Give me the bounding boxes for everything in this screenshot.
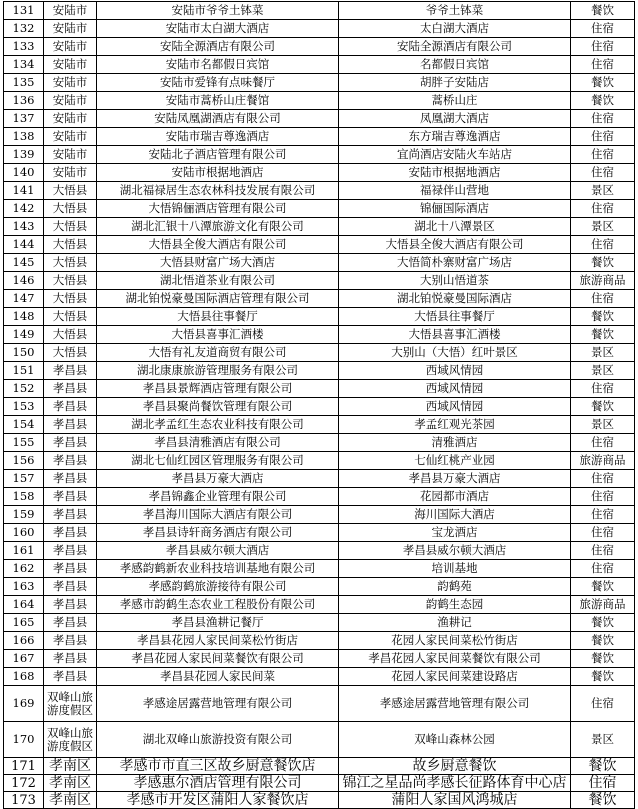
district: 孝昌县	[44, 614, 97, 632]
district: 孝昌县	[44, 596, 97, 614]
company-name: 孝昌县清雅酒店有限公司	[97, 434, 339, 452]
company-name: 大悟锦俪酒店管理有限公司	[97, 200, 339, 218]
district: 孝昌县	[44, 560, 97, 578]
site-name: 大悟县往事餐厅	[339, 308, 571, 326]
row-number: 147	[4, 290, 44, 308]
row-number: 167	[4, 650, 44, 668]
category: 餐饮	[571, 254, 635, 272]
company-name: 孝感市市直三区故乡厨意餐饮店	[97, 758, 339, 775]
row-number: 151	[4, 362, 44, 380]
table-row	[4, 650, 635, 668]
table-row	[4, 254, 635, 272]
category: 餐饮	[571, 308, 635, 326]
row-number: 140	[4, 164, 44, 182]
district: 孝昌县	[44, 668, 97, 686]
category: 餐饮	[571, 398, 635, 416]
site-name: 孝感途居露营地管理有限公司	[339, 686, 571, 722]
category: 景区	[571, 416, 635, 434]
category: 住宿	[571, 434, 635, 452]
category: 餐饮	[571, 326, 635, 344]
category: 住宿	[571, 38, 635, 56]
site-name: 故乡厨意餐饮	[339, 758, 571, 775]
row-number: 134	[4, 56, 44, 74]
district: 孝南区	[44, 775, 97, 792]
district: 孝昌县	[44, 416, 97, 434]
row-number: 137	[4, 110, 44, 128]
row-number: 148	[4, 308, 44, 326]
district: 孝昌县	[44, 470, 97, 488]
table-row	[4, 632, 635, 650]
company-name: 大悟县财富广场大酒店	[97, 254, 339, 272]
company-name: 孝昌海川国际大酒店有限公司	[97, 506, 339, 524]
district: 安陆市	[44, 74, 97, 92]
category: 住宿	[571, 146, 635, 164]
row-number: 157	[4, 470, 44, 488]
category: 住宿	[571, 380, 635, 398]
table-row	[4, 560, 635, 578]
district: 孝昌县	[44, 380, 97, 398]
row-number: 158	[4, 488, 44, 506]
table-row	[4, 686, 635, 722]
row-number: 164	[4, 596, 44, 614]
company-name: 孝感韵鹤新农业科技培训基地有限公司	[97, 560, 339, 578]
row-number: 135	[4, 74, 44, 92]
row-number: 149	[4, 326, 44, 344]
table-row	[4, 218, 635, 236]
company-name: 孝昌县万豪大酒店	[97, 470, 339, 488]
district: 安陆市	[44, 2, 97, 20]
company-name: 湖北孝孟红生态农业科技有限公司	[97, 416, 339, 434]
row-number: 165	[4, 614, 44, 632]
site-name: 大悟县全俊大酒店有限公司	[339, 236, 571, 254]
district: 孝昌县	[44, 632, 97, 650]
site-name: 大别山悟道茶	[339, 272, 571, 290]
district: 孝昌县	[44, 506, 97, 524]
table-row	[4, 200, 635, 218]
company-name: 湖北铂悦豪曼国际酒店管理有限公司	[97, 290, 339, 308]
company-name: 湖北福禄居生态农林科技发展有限公司	[97, 182, 339, 200]
site-name: 花园人家民间菜建设路店	[339, 668, 571, 686]
table-row	[4, 398, 635, 416]
category: 住宿	[571, 775, 635, 792]
site-name: 福禄伴山营地	[339, 182, 571, 200]
row-number: 171	[4, 758, 44, 775]
company-name: 大悟县往事餐厅	[97, 308, 339, 326]
table-row	[4, 524, 635, 542]
row-number: 132	[4, 20, 44, 38]
row-number: 168	[4, 668, 44, 686]
site-name: 韵鹤生态园	[339, 596, 571, 614]
district: 大悟县	[44, 308, 97, 326]
district: 安陆市	[44, 110, 97, 128]
site-name: 太白湖大酒店	[339, 20, 571, 38]
table-row	[4, 470, 635, 488]
table-row	[4, 380, 635, 398]
table-row	[4, 128, 635, 146]
table-row	[4, 236, 635, 254]
category: 住宿	[571, 506, 635, 524]
row-number: 142	[4, 200, 44, 218]
company-name: 孝昌花园人家民间菜餐饮有限公司	[97, 650, 339, 668]
table-row	[4, 434, 635, 452]
company-name: 安陆市瑞吉尊逸酒店	[97, 128, 339, 146]
category: 住宿	[571, 470, 635, 488]
table-row	[4, 20, 635, 38]
table-row	[4, 74, 635, 92]
site-name: 孝昌花园人家民间菜餐饮有限公司	[339, 650, 571, 668]
category: 餐饮	[571, 74, 635, 92]
district: 大悟县	[44, 218, 97, 236]
category: 景区	[571, 722, 635, 758]
site-name: 花园都市酒店	[339, 488, 571, 506]
table-row	[4, 758, 635, 775]
row-number: 173	[4, 792, 44, 809]
table-row	[4, 578, 635, 596]
site-name: 清雅酒店	[339, 434, 571, 452]
site-name: 爷爷土钵菜	[339, 2, 571, 20]
row-number: 172	[4, 775, 44, 792]
site-name: 蒲阳人家国风鸿城店	[339, 792, 571, 809]
company-name: 孝昌县花园人家民间菜	[97, 668, 339, 686]
category: 住宿	[571, 200, 635, 218]
district: 安陆市	[44, 146, 97, 164]
site-name: 蒿桥山庄	[339, 92, 571, 110]
table-row	[4, 164, 635, 182]
site-name: 孝昌县万豪大酒店	[339, 470, 571, 488]
company-name: 大悟县全俊大酒店有限公司	[97, 236, 339, 254]
site-name: 海川国际大酒店	[339, 506, 571, 524]
district: 安陆市	[44, 38, 97, 56]
district: 大悟县	[44, 290, 97, 308]
district: 安陆市	[44, 128, 97, 146]
category: 住宿	[571, 542, 635, 560]
company-name: 湖北七仙红园区管理服务有限公司	[97, 452, 339, 470]
company-name: 孝感市韵鹤生态农业工程股份有限公司	[97, 596, 339, 614]
company-name: 安陆市蒿桥山庄餐馆	[97, 92, 339, 110]
category: 景区	[571, 182, 635, 200]
table-row	[4, 722, 635, 758]
company-name: 湖北汇银十八潭旅游文化有限公司	[97, 218, 339, 236]
category: 住宿	[571, 20, 635, 38]
site-name: 胡胖子安陆店	[339, 74, 571, 92]
row-number: 144	[4, 236, 44, 254]
site-name: 孝昌县威尔顿大酒店	[339, 542, 571, 560]
company-name: 安陆北子酒店管理有限公司	[97, 146, 339, 164]
category: 餐饮	[571, 614, 635, 632]
row-number: 169	[4, 686, 44, 722]
table-row	[4, 506, 635, 524]
table-row	[4, 2, 635, 20]
company-name: 安陆全源酒店有限公司	[97, 38, 339, 56]
company-name: 大悟有礼友道商贸有限公司	[97, 344, 339, 362]
district: 孝昌县	[44, 578, 97, 596]
category: 餐饮	[571, 650, 635, 668]
district: 孝昌县	[44, 452, 97, 470]
site-name: 西域风情园	[339, 362, 571, 380]
category: 住宿	[571, 56, 635, 74]
district: 孝昌县	[44, 488, 97, 506]
company-name: 孝昌县聚尚餐饮管理有限公司	[97, 398, 339, 416]
category: 住宿	[571, 524, 635, 542]
district: 孝昌县	[44, 542, 97, 560]
category: 景区	[571, 344, 635, 362]
table-row	[4, 308, 635, 326]
table-row	[4, 38, 635, 56]
table-row	[4, 146, 635, 164]
company-name: 大悟县喜事汇酒楼	[97, 326, 339, 344]
district: 孝昌县	[44, 524, 97, 542]
company-name: 孝昌县景辉酒店管理有限公司	[97, 380, 339, 398]
company-name: 湖北双峰山旅游投资有限公司	[97, 722, 339, 758]
company-name: 安陆凤凰湖酒店有限公司	[97, 110, 339, 128]
company-name: 湖北康康旅游管理服务有限公司	[97, 362, 339, 380]
row-number: 163	[4, 578, 44, 596]
row-number: 156	[4, 452, 44, 470]
district: 安陆市	[44, 164, 97, 182]
category: 旅游商品	[571, 596, 635, 614]
district: 孝南区	[44, 792, 97, 809]
row-number: 143	[4, 218, 44, 236]
company-name: 孝昌县渔耕记餐厅	[97, 614, 339, 632]
district: 孝昌县	[44, 362, 97, 380]
site-name: 西域风情园	[339, 398, 571, 416]
category: 住宿	[571, 236, 635, 254]
row-number: 145	[4, 254, 44, 272]
category: 旅游商品	[571, 452, 635, 470]
row-number: 159	[4, 506, 44, 524]
table-row	[4, 110, 635, 128]
row-number: 166	[4, 632, 44, 650]
category: 景区	[571, 362, 635, 380]
row-number: 136	[4, 92, 44, 110]
table-row	[4, 362, 635, 380]
site-name: 渔耕记	[339, 614, 571, 632]
company-name: 安陆市爷爷土钵菜	[97, 2, 339, 20]
site-name: 西域风情园	[339, 380, 571, 398]
table-row	[4, 668, 635, 686]
site-name: 大悟县喜事汇酒楼	[339, 326, 571, 344]
company-name: 孝昌锦鑫企业管理有限公司	[97, 488, 339, 506]
site-name: 凤凰湖大酒店	[339, 110, 571, 128]
district: 双峰山旅游度假区	[44, 686, 97, 722]
district: 安陆市	[44, 92, 97, 110]
company-name: 孝昌县诗轩商务酒店有限公司	[97, 524, 339, 542]
district: 孝昌县	[44, 398, 97, 416]
district: 大悟县	[44, 344, 97, 362]
category: 景区	[571, 218, 635, 236]
company-name: 安陆市根据地酒店	[97, 164, 339, 182]
site-name: 湖北铂悦豪曼国际酒店	[339, 290, 571, 308]
table-body	[4, 2, 635, 809]
category: 住宿	[571, 686, 635, 722]
site-name: 名都假日宾馆	[339, 56, 571, 74]
table-row	[4, 775, 635, 792]
row-number: 146	[4, 272, 44, 290]
table-row	[4, 792, 635, 809]
row-number: 155	[4, 434, 44, 452]
row-number: 162	[4, 560, 44, 578]
district: 大悟县	[44, 200, 97, 218]
site-name: 花园人家民间菜松竹街店	[339, 632, 571, 650]
table-row	[4, 56, 635, 74]
company-name: 孝感途居露营地管理有限公司	[97, 686, 339, 722]
site-name: 培训基地	[339, 560, 571, 578]
company-name: 孝昌县威尔顿大酒店	[97, 542, 339, 560]
table-row	[4, 92, 635, 110]
row-number: 154	[4, 416, 44, 434]
category: 餐饮	[571, 2, 635, 20]
row-number: 133	[4, 38, 44, 56]
company-name: 孝昌县花园人家民间菜松竹街店	[97, 632, 339, 650]
table-row	[4, 488, 635, 506]
category: 住宿	[571, 488, 635, 506]
company-name: 孝感惠尔酒店管理有限公司	[97, 775, 339, 792]
category: 餐饮	[571, 578, 635, 596]
site-name: 大悟简朴寨财富广场店	[339, 254, 571, 272]
site-name: 安陆全源酒店有限公司	[339, 38, 571, 56]
site-name: 韵鹤苑	[339, 578, 571, 596]
district: 双峰山旅游度假区	[44, 722, 97, 758]
site-name: 湖北十八潭景区	[339, 218, 571, 236]
row-number: 161	[4, 542, 44, 560]
row-number: 139	[4, 146, 44, 164]
site-name: 宜尚酒店安陆火车站店	[339, 146, 571, 164]
district: 孝昌县	[44, 650, 97, 668]
site-name: 孝孟红观光茶园	[339, 416, 571, 434]
category: 住宿	[571, 128, 635, 146]
district: 大悟县	[44, 272, 97, 290]
company-name: 孝感韵鹤旅游接待有限公司	[97, 578, 339, 596]
district: 大悟县	[44, 236, 97, 254]
category: 住宿	[571, 164, 635, 182]
category: 住宿	[571, 110, 635, 128]
category: 餐饮	[571, 632, 635, 650]
site-name: 安陆市根据地酒店	[339, 164, 571, 182]
table-row	[4, 614, 635, 632]
company-name: 安陆市爱锋有点味餐厅	[97, 74, 339, 92]
row-number: 141	[4, 182, 44, 200]
category: 餐饮	[571, 92, 635, 110]
category: 餐饮	[571, 792, 635, 809]
site-name: 双峰山森林公园	[339, 722, 571, 758]
district: 大悟县	[44, 254, 97, 272]
company-name: 安陆市名都假日宾馆	[97, 56, 339, 74]
district: 孝昌县	[44, 434, 97, 452]
category: 住宿	[571, 290, 635, 308]
site-name: 锦俪国际酒店	[339, 200, 571, 218]
category: 餐饮	[571, 758, 635, 775]
row-number: 160	[4, 524, 44, 542]
tourism-enterprise-table	[3, 1, 635, 809]
table-row	[4, 344, 635, 362]
table-row	[4, 326, 635, 344]
row-number: 150	[4, 344, 44, 362]
district: 大悟县	[44, 182, 97, 200]
district: 孝南区	[44, 758, 97, 775]
row-number: 152	[4, 380, 44, 398]
row-number: 131	[4, 2, 44, 20]
table-row	[4, 596, 635, 614]
category: 住宿	[571, 560, 635, 578]
row-number: 138	[4, 128, 44, 146]
company-name: 孝感市开发区蒲阳人家餐饮店	[97, 792, 339, 809]
district: 安陆市	[44, 56, 97, 74]
company-name: 安陆市太白湖大酒店	[97, 20, 339, 38]
table-row	[4, 272, 635, 290]
category: 餐饮	[571, 668, 635, 686]
site-name: 锦江之星品尚孝感长征路体育中心店	[339, 775, 571, 792]
district: 安陆市	[44, 20, 97, 38]
company-name: 湖北悟道茶业有限公司	[97, 272, 339, 290]
district: 大悟县	[44, 326, 97, 344]
table-row	[4, 290, 635, 308]
table-row	[4, 182, 635, 200]
site-name: 大别山（大悟）红叶景区	[339, 344, 571, 362]
category: 旅游商品	[571, 272, 635, 290]
row-number: 153	[4, 398, 44, 416]
row-number: 170	[4, 722, 44, 758]
table-row	[4, 452, 635, 470]
table-row	[4, 416, 635, 434]
site-name: 东方瑞吉尊逸酒店	[339, 128, 571, 146]
site-name: 七仙红桃产业园	[339, 452, 571, 470]
site-name: 宝龙酒店	[339, 524, 571, 542]
table-row	[4, 542, 635, 560]
